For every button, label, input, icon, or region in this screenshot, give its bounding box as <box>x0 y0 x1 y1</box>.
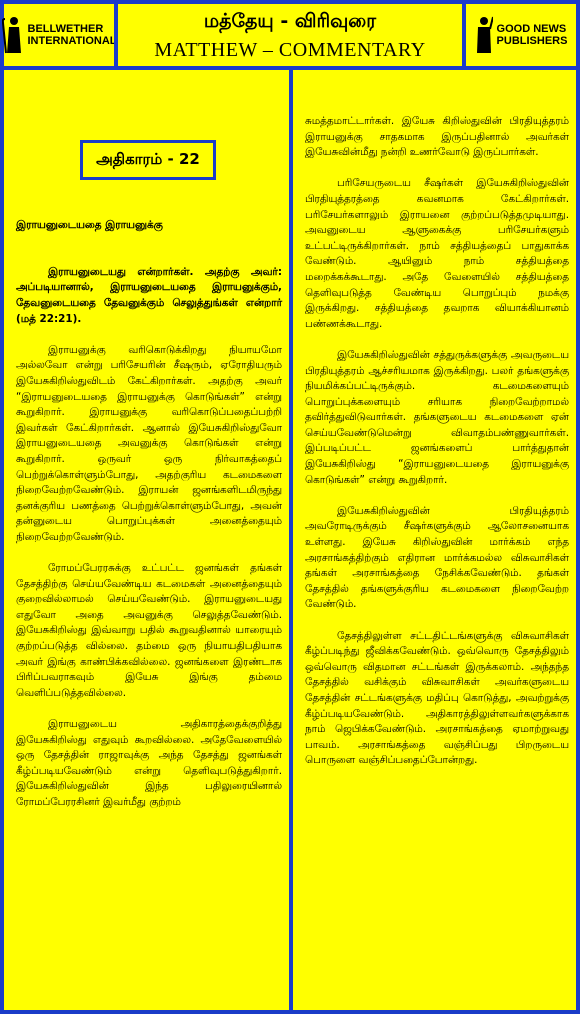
title-english: MATTHEW – COMMENTARY <box>154 39 426 61</box>
left-text <box>16 218 282 826</box>
verse-quote: இராயனுடையது என்றார்கள். அதற்கு அவர்: அப்படியானால், இராயனுடையதை இராயனுக்கும், தேவனுடையதை தேவனுக்கும் செலுத்துங்கள் என்றார் (மத் 22:21). <box>16 265 282 325</box>
paragraph: இயேசுகிறிஸ்துவின் சத்துருக்களுக்கு அவருடைய பிரதியுத்தரம் ஆச்சரியமாக இருக்கிறது. பலர் தங்களுக்கு நியமிக்கப்பட்டிருக்கும். கடமைகளையும் பொறுப்புக்களையும் சரியாக நிறைவேற்றாமல் தவிர்த்துவிடுவார்கள். தங்களுடைய கடமைகளை ஏன் செய்யவேண்டுமென்று விவாதம்பண்ணுவார்கள். இப்படிப்பட்ட ஜனங்களைப் பார்த்துதான் இயேசுகிறிஸ்து “இராயனுடையதை இராயனுக்கு கொடுங்கள்” என்று கூறுகிறார். <box>305 348 569 486</box>
good-news-logo <box>462 0 580 70</box>
paragraph: சுமத்தமாட்டார்கள். இயேசு கிறிஸ்துவின் பிரதியுத்தரம் இராயனுக்கு சாதகமாக இருப்பதினால் அவர்கள் இயேசுவின்மீது நன்றி உணர்வோடு இருப்பார்கள். <box>305 115 569 159</box>
title-tamil: மத்தேயு - விரிவுரை <box>203 10 377 32</box>
right-logo-line1: GOOD NEWS <box>496 23 567 35</box>
right-column <box>289 66 580 1014</box>
right-logo-line2: PUBLISHERS <box>496 35 568 47</box>
paragraph: இராயனுக்கு வரிகொடுக்கிறது நியாயமோ அல்லவோ என்று பரிசேயரின் சீஷரும், ஏரோதியரும் இயேசுகிறிஸ்துவிடம் கேட்கிறார்கள். அதற்கு அவர் “இராயனுடையதை இராயனுக்கு கொடுங்கள்” என்று கூறுகிறார். இராயனுக்கு வரிகொடுப்பதைப்பற்றி இவர்கள் கேட்கிறார்கள். ஆனால் இயேசுகிறிஸ்துவோ இராயனுடையதை அவனுக்கு கொடுங்கள் என்று கூறுகிறார். ஒருவர் ஒரு நிர்வாகத்தைப் பெற்றுக்கொள்ளும்போது, அதற்குரிய கடமைகளை நிறைவேற்றவேண்டும். இராயன் ஜனங்களிடமிருந்து தனக்குரிய பணத்தை பெற்றுக்கொள்ளும்போது, அவன் தன்னுடைய பொறுப்புக்கள் அனைத்தையும் நிறைவேற்றவேண்டும். <box>16 343 282 543</box>
left-logo-line2: INTERNATIONAL <box>27 35 117 47</box>
paragraph: ரோமப்பேரரசுக்கு உட்பட்ட ஜனங்கள் தங்கள் தேசத்திற்கு செய்யவேண்டிய கடமைகள் அனைத்தையும் குறைவில்லாமல் செய்யவேண்டும். இராயனுடையது எதுவோ அதை அவனுக்கு செலுத்தவேண்டும். இயேசுகிறிஸ்து இவ்வாறு பதில் கூறுவதினால் யாரையும் குற்றப்படுத்த வில்லை. தம்மை ஒரு நியாயதிபதியாக அவர் இங்கு காண்பிக்கவில்லை. ஜனங்களை இரண்டாக பிரிப்பவராகவும் இயேசு இங்கு தம்மை வெளிப்படுத்தவில்லை. <box>16 562 282 699</box>
bellwether-logo <box>0 0 118 70</box>
shepherd-icon <box>2 15 24 55</box>
paragraph: பரிசேயருடைய சீஷர்கள் இயேசுகிறிஸ்துவின் பிரதியுத்தரத்தை கவனமாக கேட்கிறார்கள். பரிசேயர்களாலும் இராயனை குற்றப்படுத்தமுடியாது. அவனுடைய ஆளுகைக்கு பரிசேயர்களும் உட்பட்டிருக்கிறார்கள். நாம் சத்தியத்தைப் பாதுகாக்க வேண்டும். ஆயினும் நாம் சத்தியத்தை மறைக்கக்கூடாது. அதே வேளையில் சத்தியத்தை தெளிவுபடுத்த வேண்டிய பொறுப்பும் நமக்கு இருக்கிறது. சத்தியத்தை தவறாக வியாக்கியானம் பண்ணக்கூடாது. <box>305 177 569 330</box>
chapter-box: அதிகாரம் - 22 <box>80 140 216 180</box>
paragraph: இயேசுகிறிஸ்துவின் பிரதியுத்தரம் அவரோடிருக்கும் சீஷர்களுக்கும் ஆலோசனையாக உள்ளது. இயேசு கிறிஸ்துவின் மார்க்கம் எந்த அரசாங்கத்திற்கும் எதிரான மார்க்கமல்ல விசுவாசிகள் தங்கள் அரசாங்கத்தை நேசிக்கவேண்டும். தங்கள் தேசத்தில் தங்களுக்குரிய கடமைகளை நிறைவேற்ற வேண்டும். <box>305 504 569 611</box>
paragraph: தேசத்திலுள்ள சட்டதிட்டங்களுக்கு விசுவாசிகள் கீழ்ப்படிந்து ஜீவிக்கவேண்டும். ஒவ்வொரு தேசத்திலும் ஒவ்வொரு விதமான சட்டங்கள் இருக்கலாம். அந்தந்த தேசத்தில் வசிக்கும் விசுவாசிகள் அவர்களுடைய தேசத்தின் சட்டங்களுக்கு மதிப்பு கொடுத்து, அவற்றுக்கு கீழ்ப்படியவேண்டும். அதிகாரத்திலுள்ளவர்களுக்காக நாம் ஜெபிக்கவேண்டும். அரசாங்கத்தை ஏமாற்றுவது பாவம். அரசாங்கத்தை வஞ்சிப்பது பிறருடைய பொருளை வஞ்சிப்பதைப்போன்றது. <box>305 629 569 767</box>
paragraph: இராயனுடைய அதிகாரத்தைக்குறித்து இயேசுகிறிஸ்து எதுவும் கூறவில்லை. அதேவேளையில் ஒரு தேசத்தின் ராஜாவுக்கு அந்த தேசத்து ஜனங்கள் கீழ்ப்படியவேண்டும் என்று தெளிவுபடுத்துகிறார். இயேசுகிறிஸ்துவின் இந்த பதிலுரையினால் ரோமப்பேரரசினர் இவர்மீது குற்றம் <box>16 718 282 808</box>
section-heading: இராயனுடையதை இராயனுக்கு <box>16 219 163 231</box>
left-column <box>0 66 293 1014</box>
figure-icon <box>475 15 493 55</box>
right-text <box>305 114 569 785</box>
title-box <box>114 0 466 70</box>
left-logo-line1: BELLWETHER <box>27 23 104 35</box>
